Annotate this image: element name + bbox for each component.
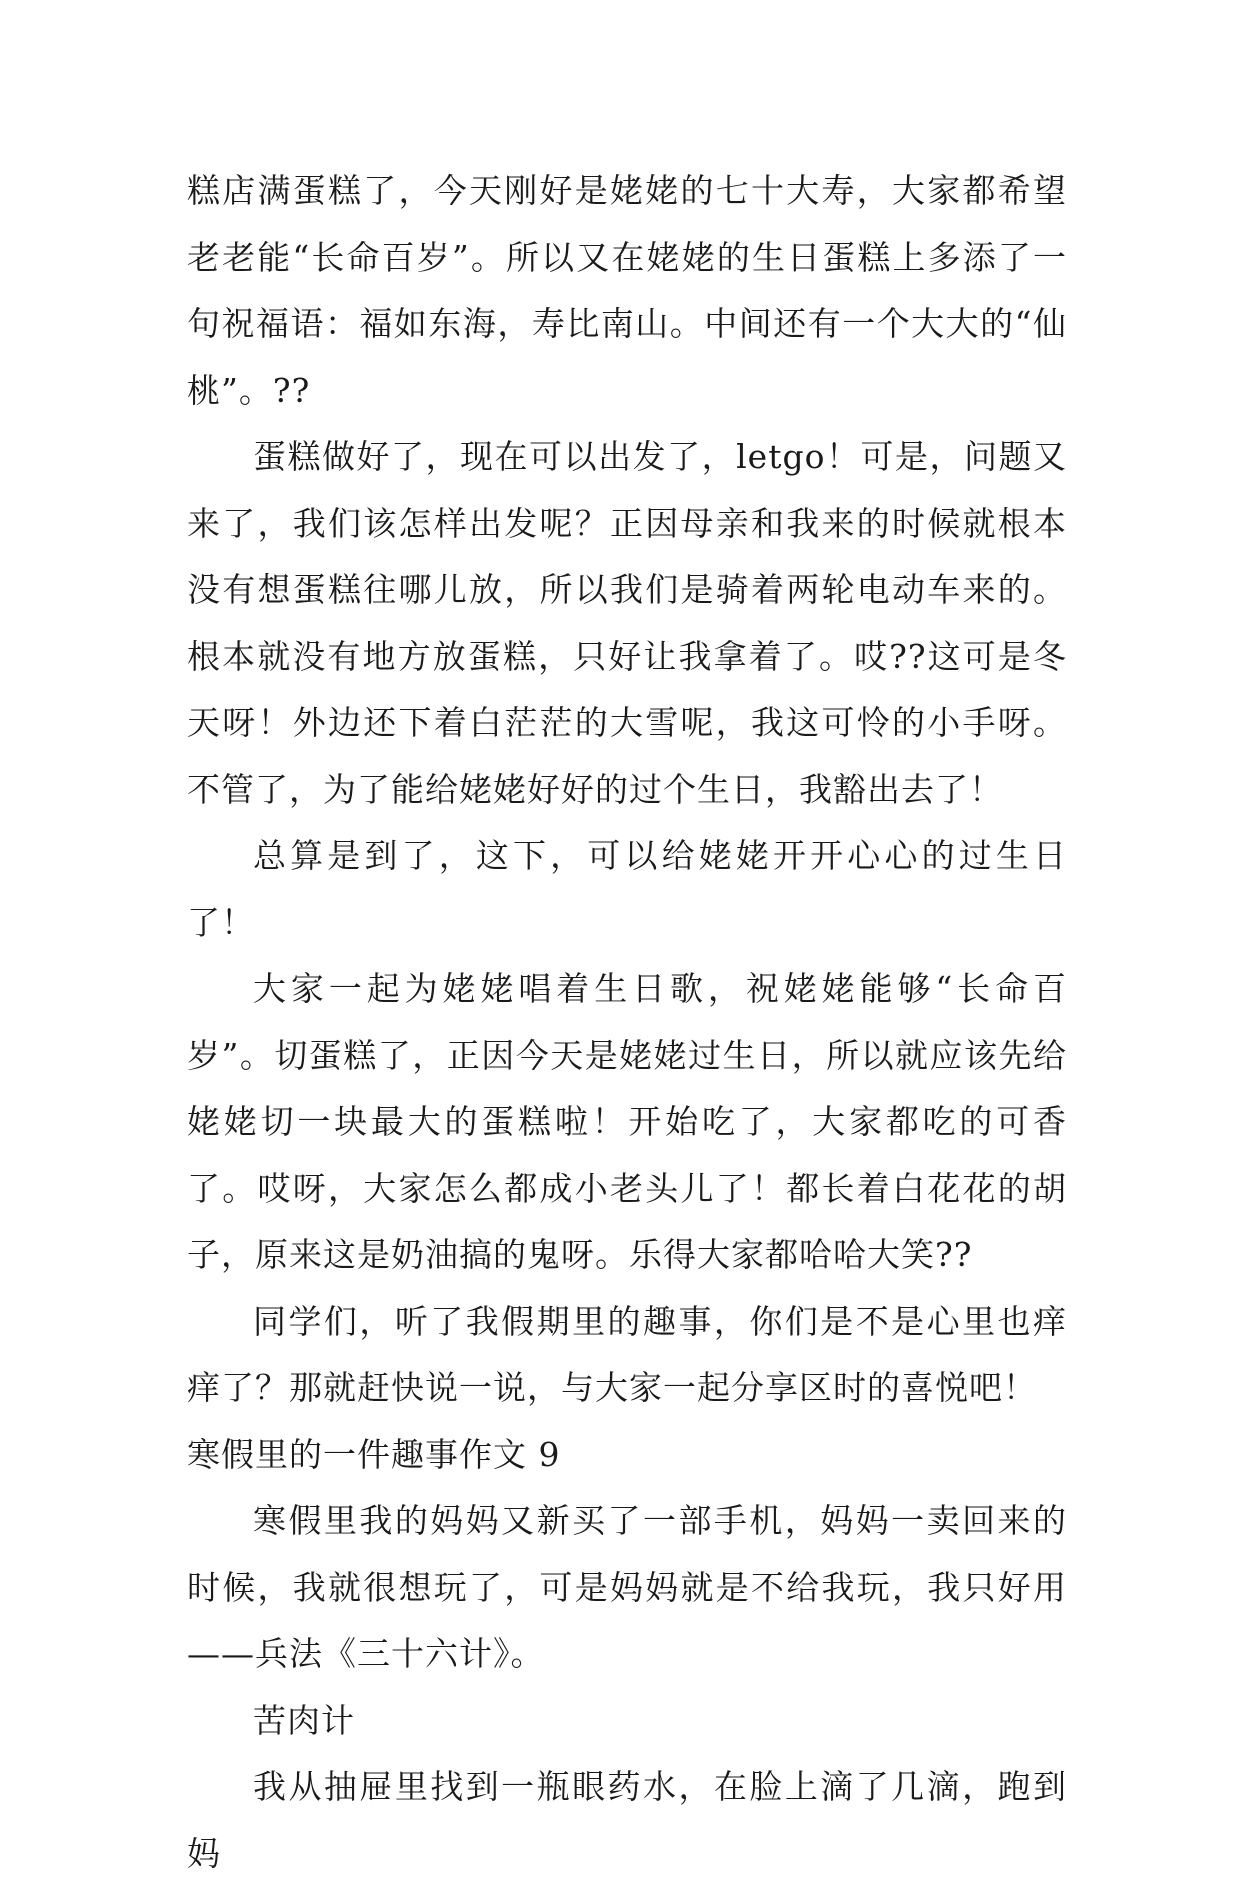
paragraph-subheading-kurouji: 苦肉计 [253, 1700, 355, 1740]
paragraph-new-phone: 寒假里我的妈妈又新买了一部手机，妈妈一卖回来的时候，我就很想玩了，可是妈妈就是不给我玩，我只好用——兵法《三十六计》。 [187, 1501, 1067, 1673]
paragraph-setting-off: 蛋糕做好了，现在可以出发了，letgo！可是，问题又来了，我们该怎样出发呢？正因母亲和我来的时候就根本没有想蛋糕往哪儿放，所以我们是骑着两轮电动车来的。根本就没有地方放蛋糕，只好让我拿着了。哎??这可是冬天呀！外边还下着白茫茫的大雪呢，我这可怜的小手呀。不管了，为了能给姥姥好好的过个生日，我豁出去了！ [187, 437, 1067, 809]
paragraph-eye-drops: 我从抽屉里找到一瓶眼药水，在脸上滴了几滴，跑到妈 [187, 1767, 1067, 1873]
section-title: 寒假里的一件趣事作文 9 [187, 1434, 561, 1474]
paragraph-birthday-song: 大家一起为姥姥唱着生日歌，祝姥姥能够“长命百岁”。切蛋糕了，正因今天是姥姥过生日，所以就应该先给姥姥切一块最大的蛋糕啦！开始吃了，大家都吃的可香了。哎呀，大家怎么都成小老头儿了！都长着白花花的胡子，原来这是奶油搞的鬼呀。乐得大家都哈哈大笑?? [187, 969, 1067, 1274]
document-body [187, 158, 1067, 1887]
paragraph-arrived: 总算是到了，这下，可以给姥姥开开心心的过生日了！ [187, 836, 1067, 942]
paragraph-cake-shop: 糕店满蛋糕了，今天刚好是姥姥的七十大寿，大家都希望老老能“长命百岁”。所以又在姥姥的生日蛋糕上多添了一句祝福语：福如东海，寿比南山。中间还有一个大大的“仙桃”。?? [187, 171, 1067, 410]
paragraph-closing: 同学们，听了我假期里的趣事，你们是不是心里也痒痒了？那就赶快说一说，与大家一起分享区时的喜悦吧！ [187, 1301, 1067, 1407]
